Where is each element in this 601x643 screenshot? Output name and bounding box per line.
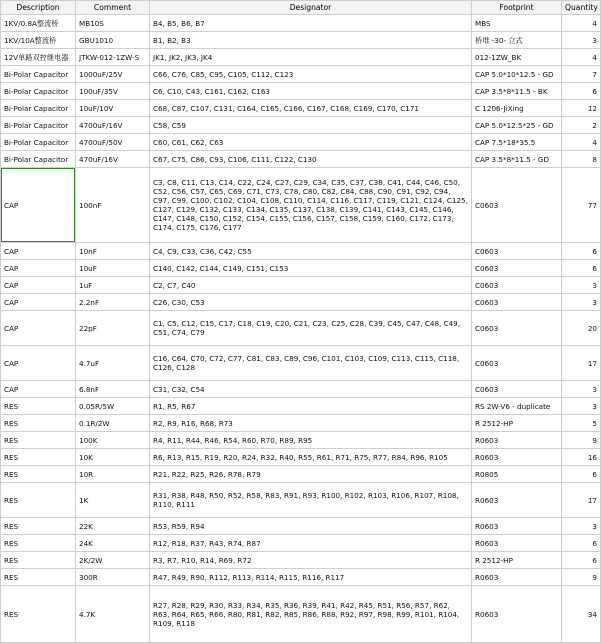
cell-footprint[interactable]: C0603 xyxy=(472,381,562,398)
cell-footprint[interactable]: C0603 xyxy=(472,243,562,260)
cell-description[interactable]: CAP xyxy=(1,168,76,243)
cell-comment[interactable]: JTKW-012-1ZW-S xyxy=(76,49,150,66)
cell-designator[interactable]: C67, C75, C86, C93, C106, C111, C122, C130 xyxy=(150,151,472,168)
cell-designator[interactable]: C140, C142, C144, C149, C151, C153 xyxy=(150,260,472,277)
cell-description[interactable]: Bi-Polar Capacitor xyxy=(1,134,76,151)
cell-quantity[interactable]: 4 xyxy=(562,15,601,32)
cell-comment[interactable]: 10uF xyxy=(76,260,150,277)
table-row[interactable] xyxy=(1,66,601,83)
table-row[interactable] xyxy=(1,277,601,294)
cell-designator[interactable]: C31, C32, C54 xyxy=(150,381,472,398)
cell-footprint[interactable]: CAP 3.5*8*11.5 - BK xyxy=(472,83,562,100)
cell-description[interactable]: RES xyxy=(1,552,76,569)
cell-footprint[interactable]: R0603 xyxy=(472,569,562,586)
cell-designator[interactable]: C68, C87, C107, C131, C164, C165, C166, C167, C168, C169, C170, C171 xyxy=(150,100,472,117)
column-header-footprint[interactable]: Footprint xyxy=(472,1,562,15)
table-row[interactable] xyxy=(1,100,601,117)
cell-description[interactable]: RES xyxy=(1,586,76,643)
cell-quantity[interactable]: 3 xyxy=(562,381,601,398)
cell-description[interactable]: CAP xyxy=(1,381,76,398)
cell-quantity[interactable]: 6 xyxy=(562,243,601,260)
cell-description[interactable]: RES xyxy=(1,398,76,415)
table-row[interactable] xyxy=(1,398,601,415)
cell-footprint[interactable]: CAP 7.5*18*35.5 xyxy=(472,134,562,151)
cell-footprint[interactable]: C0603 xyxy=(472,277,562,294)
cell-quantity[interactable]: 16 xyxy=(562,449,601,466)
cell-comment[interactable]: 300R xyxy=(76,569,150,586)
cell-comment[interactable]: 22pF xyxy=(76,311,150,346)
cell-description[interactable]: RES xyxy=(1,432,76,449)
cell-quantity[interactable]: 3 xyxy=(562,398,601,415)
cell-footprint[interactable]: R0603 xyxy=(472,449,562,466)
table-row[interactable] xyxy=(1,346,601,381)
cell-footprint[interactable]: C 1206-JiXing xyxy=(472,100,562,117)
cell-description[interactable]: RES xyxy=(1,535,76,552)
cell-description[interactable]: RES xyxy=(1,449,76,466)
table-row[interactable] xyxy=(1,260,601,277)
cell-comment[interactable]: 10R xyxy=(76,466,150,483)
cell-footprint[interactable]: R0603 xyxy=(472,535,562,552)
cell-footprint[interactable]: 012-1ZW_BK xyxy=(472,49,562,66)
cell-designator[interactable]: C26, C30, C53 xyxy=(150,294,472,311)
cell-description[interactable]: Bi-Polar Capacitor xyxy=(1,66,76,83)
cell-description[interactable]: RES xyxy=(1,569,76,586)
cell-designator[interactable]: B4, B5, B6, B7 xyxy=(150,15,472,32)
cell-description[interactable]: Bi-Polar Capacitor xyxy=(1,151,76,168)
cell-footprint[interactable]: R0603 xyxy=(472,586,562,643)
cell-designator[interactable]: C58, C59 xyxy=(150,117,472,134)
cell-description[interactable]: RES xyxy=(1,415,76,432)
cell-footprint[interactable]: R0805 xyxy=(472,466,562,483)
cell-designator[interactable]: C2, C7, C40 xyxy=(150,277,472,294)
cell-quantity[interactable]: 6 xyxy=(562,466,601,483)
cell-description[interactable]: RES xyxy=(1,518,76,535)
table-row[interactable] xyxy=(1,586,601,643)
cell-comment[interactable]: 4700uF/16V xyxy=(76,117,150,134)
cell-quantity[interactable]: 20 xyxy=(562,311,601,346)
cell-designator[interactable]: C6, C10, C43, C161, C162, C163 xyxy=(150,83,472,100)
table-row[interactable] xyxy=(1,449,601,466)
table-row[interactable] xyxy=(1,151,601,168)
cell-comment[interactable]: 4700uF/50V xyxy=(76,134,150,151)
cell-footprint[interactable]: RS 2W-V6 - duplicate xyxy=(472,398,562,415)
table-row[interactable] xyxy=(1,466,601,483)
bom-body xyxy=(1,15,601,643)
cell-footprint[interactable]: R0603 xyxy=(472,483,562,518)
cell-designator[interactable]: R12, R18, R37, R43, R74, R87 xyxy=(150,535,472,552)
table-row[interactable] xyxy=(1,432,601,449)
table-row[interactable] xyxy=(1,381,601,398)
table-row[interactable] xyxy=(1,518,601,535)
cell-comment[interactable]: 100K xyxy=(76,432,150,449)
cell-footprint[interactable]: C0603 xyxy=(472,294,562,311)
cell-comment[interactable]: 22K xyxy=(76,518,150,535)
table-row[interactable] xyxy=(1,168,601,243)
table-row[interactable] xyxy=(1,552,601,569)
cell-quantity[interactable]: 4 xyxy=(562,134,601,151)
cell-description[interactable]: RES xyxy=(1,466,76,483)
cell-footprint[interactable]: CAP 3.5*8*11.5 - GD xyxy=(472,151,562,168)
cell-footprint[interactable]: MBS xyxy=(472,15,562,32)
table-row[interactable] xyxy=(1,415,601,432)
cell-comment[interactable]: 4.7uF xyxy=(76,346,150,381)
cell-comment[interactable]: GBU1010 xyxy=(76,32,150,49)
column-header-quantity[interactable]: Quantity xyxy=(562,1,601,15)
table-row[interactable] xyxy=(1,83,601,100)
cell-quantity[interactable]: 3 xyxy=(562,277,601,294)
column-header-comment[interactable]: Comment xyxy=(76,1,150,15)
cell-footprint[interactable]: CAP 5.0*10*12.5 - GD xyxy=(472,66,562,83)
cell-comment[interactable]: MB10S xyxy=(76,15,150,32)
table-row[interactable] xyxy=(1,243,601,260)
cell-designator[interactable]: R4, R11, R44, R46, R54, R60, R70, R89, R95 xyxy=(150,432,472,449)
cell-comment[interactable]: 100nF xyxy=(76,168,150,243)
cell-quantity[interactable]: 3 xyxy=(562,518,601,535)
table-row[interactable] xyxy=(1,483,601,518)
cell-description[interactable]: Bi-Polar Capacitor xyxy=(1,100,76,117)
cell-footprint[interactable]: C0603 xyxy=(472,168,562,243)
cell-description[interactable]: CAP xyxy=(1,243,76,260)
cell-footprint[interactable]: R0603 xyxy=(472,432,562,449)
cell-comment[interactable]: 10uF/10V xyxy=(76,100,150,117)
cell-comment[interactable]: 6.8nF xyxy=(76,381,150,398)
cell-footprint[interactable]: R 2512-HP xyxy=(472,552,562,569)
table-row[interactable] xyxy=(1,535,601,552)
header-row xyxy=(1,1,601,15)
cell-designator[interactable]: C1, C5, C12, C15, C17, C18, C19, C20, C21, C23, C25, C28, C39, C45, C47, C48, C49, C51, C74, C79 xyxy=(150,311,472,346)
cell-quantity[interactable]: 17 xyxy=(562,346,601,381)
cell-designator[interactable]: R3, R7, R10, R14, R69, R72 xyxy=(150,552,472,569)
cell-comment[interactable]: 0.05R/5W xyxy=(76,398,150,415)
cell-comment[interactable]: 10nF xyxy=(76,243,150,260)
cell-quantity[interactable]: 6 xyxy=(562,260,601,277)
cell-quantity[interactable]: 2 xyxy=(562,117,601,134)
cell-footprint[interactable]: C0603 xyxy=(472,346,562,381)
cell-comment[interactable]: 1uF xyxy=(76,277,150,294)
cell-designator[interactable]: R6, R13, R15, R19, R20, R24, R32, R40, R55, R61, R71, R75, R77, R84, R96, R105 xyxy=(150,449,472,466)
table-row[interactable] xyxy=(1,49,601,66)
cell-designator[interactable]: R1, R5, R67 xyxy=(150,398,472,415)
cell-quantity[interactable]: 5 xyxy=(562,415,601,432)
cell-description[interactable]: CAP xyxy=(1,346,76,381)
cell-description[interactable]: CAP xyxy=(1,260,76,277)
cell-designator[interactable]: R47, R49, R90, R112, R113, R114, R115, R116, R117 xyxy=(150,569,472,586)
table-row[interactable] xyxy=(1,294,601,311)
cell-footprint[interactable]: CAP 5.0*12.5*25 - GD xyxy=(472,117,562,134)
table-row[interactable] xyxy=(1,15,601,32)
cell-quantity[interactable]: 4 xyxy=(562,49,601,66)
cell-comment[interactable]: 2.2nF xyxy=(76,294,150,311)
cell-designator[interactable]: C4, C9, C33, C36, C42, C55 xyxy=(150,243,472,260)
cell-description[interactable]: CAP xyxy=(1,277,76,294)
cell-quantity[interactable]: 34 xyxy=(562,586,601,643)
cell-quantity[interactable]: 9 xyxy=(562,432,601,449)
cell-description[interactable]: Bi-Polar Capacitor xyxy=(1,83,76,100)
column-header-designator[interactable]: Designator xyxy=(150,1,472,15)
cell-comment[interactable]: 2K/2W xyxy=(76,552,150,569)
table-row[interactable] xyxy=(1,32,601,49)
cell-description[interactable]: CAP xyxy=(1,294,76,311)
cell-description[interactable]: 1KV/10A整流桥 xyxy=(1,32,76,49)
cell-designator[interactable]: C16, C64, C70, C72, C77, C81, C83, C89, C96, C101, C103, C109, C113, C115, C118, C126, C128 xyxy=(150,346,472,381)
cell-footprint[interactable]: R0603 xyxy=(472,518,562,535)
cell-comment[interactable]: 100uF/35V xyxy=(76,83,150,100)
cell-footprint[interactable]: C0603 xyxy=(472,311,562,346)
cell-comment[interactable]: 1K xyxy=(76,483,150,518)
cell-designator[interactable]: C60, C61, C62, C63 xyxy=(150,134,472,151)
cell-designator[interactable]: R21, R22, R25, R26, R78, R79 xyxy=(150,466,472,483)
table-row[interactable] xyxy=(1,117,601,134)
cell-designator[interactable]: C3, C8, C11, C13, C14, C22, C24, C27, C29, C34, C35, C37, C38, C41, C44, C46, C50, C52, C56, C57, C65, C69, C71, C73, C78, C80, C82, C84, C88, C90, C91, C92, C94, C97, C99, C100, C102, C104, C108, C110, C114, C116, C117, C119, C121, C124, C125, C127, C129, C132, C133, C134, C135, C137, C138, C139, C141, C143, C145, C146, C147, C148, C150, C152, C154, C155, C156, C157, C158, C159, C160, C172, C173, C174, C175, C176, C177 xyxy=(150,168,472,243)
cell-quantity[interactable]: 3 xyxy=(562,32,601,49)
table-row[interactable] xyxy=(1,311,601,346)
cell-description[interactable]: RES xyxy=(1,483,76,518)
cell-footprint[interactable]: R 2512-HP xyxy=(472,415,562,432)
cell-quantity[interactable]: 6 xyxy=(562,535,601,552)
cell-quantity[interactable]: 9 xyxy=(562,569,601,586)
cell-designator[interactable]: C66, C76, C85, C95, C105, C112, C123 xyxy=(150,66,472,83)
cell-quantity[interactable]: 77 xyxy=(562,168,601,243)
cell-designator[interactable]: R27, R28, R29, R30, R33, R34, R35, R36, R39, R41, R42, R45, R51, R56, R57, R62, R63, R64, R65, R66, R80, R81, R82, R85, R86, R88, R92, R97, R98, R99, R101, R104, R109, R118 xyxy=(150,586,472,643)
cell-quantity[interactable]: 6 xyxy=(562,83,601,100)
cell-designator[interactable]: R31, R38, R48, R50, R52, R58, R83, R91, R93, R100, R102, R103, R106, R107, R108, R110, R111 xyxy=(150,483,472,518)
cell-description[interactable]: 1KV/0.8A整流桥 xyxy=(1,15,76,32)
cell-quantity[interactable]: 7 xyxy=(562,66,601,83)
cell-comment[interactable]: 470uF/16V xyxy=(76,151,150,168)
table-row[interactable] xyxy=(1,569,601,586)
cell-designator[interactable]: R53, R59, R94 xyxy=(150,518,472,535)
cell-description[interactable]: Bi-Polar Capacitor xyxy=(1,117,76,134)
cell-quantity[interactable]: 6 xyxy=(562,552,601,569)
cell-footprint[interactable]: C0603 xyxy=(472,260,562,277)
cell-quantity[interactable]: 12 xyxy=(562,100,601,117)
cell-comment[interactable]: 24K xyxy=(76,535,150,552)
cell-designator[interactable]: JK1, JK2, JK3, JK4 xyxy=(150,49,472,66)
cell-comment[interactable]: 4.7K xyxy=(76,586,150,643)
cell-footprint[interactable]: 桥堆 -30- 立式 xyxy=(472,32,562,49)
cell-designator[interactable]: B1, B2, B3 xyxy=(150,32,472,49)
cell-designator[interactable]: R2, R9, R16, R68, R73 xyxy=(150,415,472,432)
cell-quantity[interactable]: 8 xyxy=(562,151,601,168)
cell-comment[interactable]: 10K xyxy=(76,449,150,466)
cell-quantity[interactable]: 3 xyxy=(562,294,601,311)
column-header-description[interactable]: Description xyxy=(1,1,76,15)
cell-description[interactable]: CAP xyxy=(1,311,76,346)
cell-description[interactable]: 12V单路双控继电器 xyxy=(1,49,76,66)
cell-comment[interactable]: 1000uF/25V xyxy=(76,66,150,83)
cell-comment[interactable]: 0.1R/2W xyxy=(76,415,150,432)
table-row[interactable] xyxy=(1,134,601,151)
cell-quantity[interactable]: 17 xyxy=(562,483,601,518)
